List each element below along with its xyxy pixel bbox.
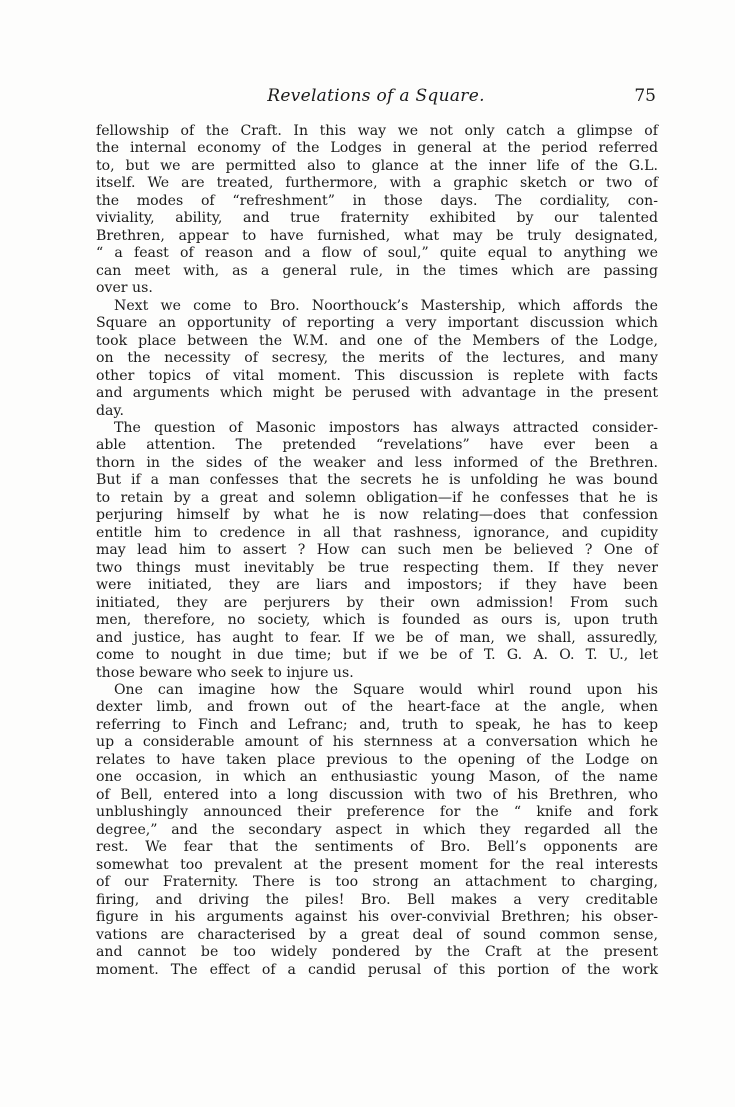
text-line: the internal economy of the Lodges in general at the period referred [96,140,658,157]
text-line: rest. We fear that the sentiments of Bro. Bell’s opponents are [96,839,658,856]
paragraph-2 [96,298,658,420]
text-line: the modes of “refreshment” in those days. The cordiality, con- [96,192,658,209]
text-line: unblushingly announced their preference for the “ knife and fork [96,804,658,821]
text-line: two things must inevitably be true respecting them. If they never [96,559,658,576]
running-head [96,86,656,110]
text-line: vations are characterised by a great deal of sound common sense, [96,926,658,943]
text-line: those beware who seek to injure us. [96,664,354,681]
text-line: itself. We are treated, furthermore, with a graphic sketch or two of [96,175,658,192]
paragraph-1 [96,123,658,298]
text-line: perjuring himself by what he is now relating—does that confession [96,507,658,524]
text-line: of Bell, entered into a long discussion with two of his Brethren, who [96,786,658,803]
text-line: to retain by a great and solemn obligation—if he confesses that he is [96,489,658,506]
text-line: The question of Masonic impostors has always attracted consider- [114,419,658,436]
text-line: referring to Finch and Lefranc; and, truth to speak, he has to keep [96,716,658,733]
text-line: and justice, has aught to fear. If we be of man, we shall, assuredly, [96,629,658,646]
text-line: able attention. The pretended “revelations” have ever been a [96,437,658,454]
text-line: men, therefore, no society, which is founded as ours is, upon truth [96,612,658,629]
text-line: One can imagine how the Square would whirl round upon his [114,682,658,698]
text-line: and arguments which might be perused with advantage in the present [96,385,658,402]
text-line: firing, and driving the piles! Bro. Bell makes a very creditable [96,891,658,908]
text-line: were initiated, they are liars and impostors; if they have been [96,577,658,594]
body-text [96,123,658,979]
text-line: day. [96,402,124,419]
text-line: entitle him to credence in all that rashness, ignorance, and cupidity [96,524,658,541]
text-line: Square an opportunity of reporting a very important discussion which [96,315,658,332]
text-line: and cannot be too widely pondered by the Craft at the present [96,944,658,961]
text-line: on the necessity of secresy, the merits of the lectures, and many [96,350,658,367]
text-line: dexter limb, and frown out of the heart-face at the angle, when [96,699,658,716]
text-line: somewhat too prevalent at the present moment for the real interests [96,856,658,873]
text-line: relates to have taken place previous to the opening of the Lodge on [96,751,658,768]
text-line: over us. [96,280,153,297]
text-line: moment. The effect of a candid perusal of this portion of the work [96,961,658,978]
text-line: initiated, they are perjurers by their own admission! From such [96,594,658,611]
text-line: one occasion, in which an enthusiastic young Mason, of the name [96,769,658,786]
text-line: figure in his arguments against his over-convivial Brethren; his obser- [96,909,658,926]
text-line: come to nought in due time; but if we be of T. G. A. O. T. U., let [96,647,658,664]
text-line: Next we come to Bro. Noorthouck’s Mastership, which affords the [114,297,658,314]
text-line: fellowship of the Craft. In this way we not only catch a glimpse of [96,123,658,139]
page-number: 75 [634,86,656,106]
running-title: Revelations of a Square. [267,86,485,106]
text-line: “ a feast of reason and a flow of soul,” quite equal to anything we [96,245,658,262]
text-line: other topics of vital moment. This discussion is replete with facts [96,367,658,384]
text-line: may lead him to assert ? How can such men be believed ? One of [96,542,658,559]
text-line: can meet with, as a general rule, in the times which are passing [96,262,658,279]
paragraph-4 [96,682,658,979]
text-line: degree,” and the secondary aspect in which they regarded all the [96,821,658,838]
text-line: to, but we are permitted also to glance at the inner life of the G.L. [96,157,658,174]
paragraph-3 [96,420,658,682]
text-line: But if a man confesses that the secrets he is unfolding he was bound [96,472,658,489]
text-line: thorn in the sides of the weaker and less informed of the Brethren. [96,454,658,471]
text-line: took place between the W.M. and one of the Members of the Lodge, [96,332,658,349]
text-line: viviality, ability, and true fraternity exhibited by our talented [96,210,658,227]
text-line: Brethren, appear to have furnished, what may be truly designated, [96,227,658,244]
text-line: up a considerable amount of his sternness at a conversation which he [96,734,658,751]
text-line: of our Fraternity. There is too strong an attachment to charging, [96,874,658,891]
